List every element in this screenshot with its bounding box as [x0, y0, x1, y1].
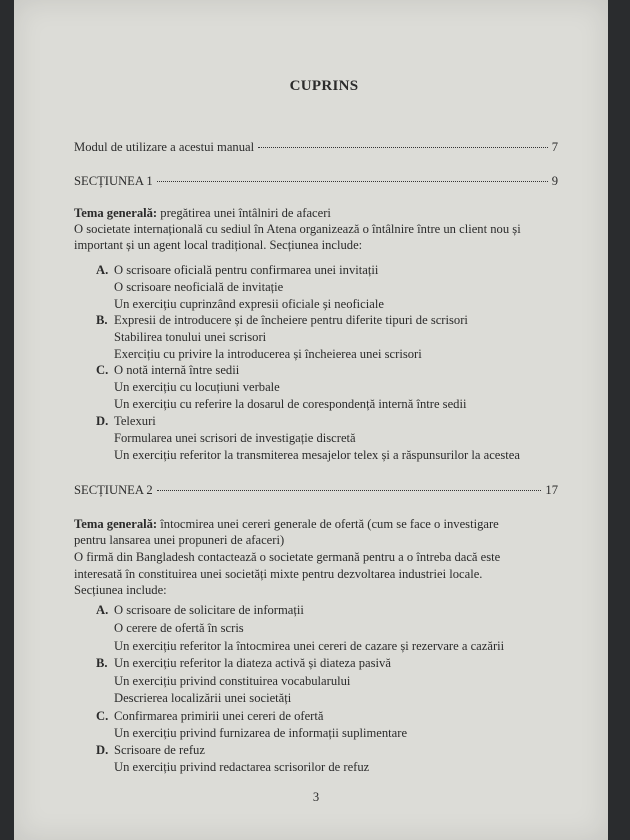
section1-item-a-line: Un exercițiu cuprinzând expresii oficiale și neoficiale: [114, 297, 384, 311]
toc-dots: [157, 490, 542, 491]
toc-dots: [258, 147, 548, 148]
section2-theme: [74, 516, 558, 533]
toc-dots: [157, 181, 548, 182]
toc-page: 9: [551, 174, 558, 188]
toc-label: Modul de utilizare a acestui manual: [74, 140, 255, 154]
section2-item-b-line: Un exercițiu privind constituirea vocabularului: [114, 674, 351, 688]
section1-item-c-line: Un exercițiu cu referire la dosarul de corespondență internă între sedii: [114, 397, 467, 411]
toc-label: SECȚIUNEA 1: [74, 174, 153, 188]
toc-entry-manual: [74, 140, 558, 155]
section2-desc-line3: Secțiunea include:: [74, 583, 167, 597]
toc-entry-section-2: [74, 483, 558, 498]
page-title: CUPRINS: [289, 78, 359, 94]
section2-item-d: D. Scrisoare de refuz: [96, 743, 205, 757]
section2-item-d-line: Un exercițiu privind redactarea scrisorilor de refuz: [114, 760, 370, 774]
toc-page: 17: [545, 483, 558, 497]
toc-page: 7: [551, 140, 558, 154]
theme-label: Tema generală:: [74, 206, 158, 220]
theme-text: întocmirea unei cereri generale de ofertă (cum se face o investigare: [157, 517, 499, 531]
page-number: 3: [312, 790, 320, 804]
section1-item-d-line: Formularea unei scrisori de investigație discretă: [114, 431, 356, 445]
section2-desc-line1: O firmă din Bangladesh contactează o societate germană pentru a o întreba dacă este: [74, 550, 501, 564]
section1-item-c: C. O notă internă între sedii: [96, 363, 240, 377]
section1-item-a: A. O scrisoare oficială pentru confirmarea unei invitații: [96, 263, 379, 277]
section1-item-b-line: Exercițiu cu privire la introducerea și încheierea unei scrisori: [114, 347, 422, 361]
section2-item-a: A. O scrisoare de solicitare de informații: [96, 603, 304, 617]
section1-item-a-line: O scrisoare neoficială de invitație: [114, 280, 284, 294]
section2-item-c: C. Confirmarea primirii unei cereri de ofertă: [96, 709, 324, 723]
section1-desc-line2: important și un agent local tradițional. Secțiunea include:: [74, 238, 363, 252]
section1-item-c-line: Un exercițiu cu locuțiuni verbale: [114, 380, 280, 394]
toc-entry-section-1: [74, 174, 558, 189]
section2-item-b-line: Descrierea localizării unei societăți: [114, 691, 292, 705]
section2-item-a-line: O cerere de ofertă în scris: [114, 621, 244, 635]
toc-label: SECȚIUNEA 2: [74, 483, 153, 497]
section1-desc-line1: O societate internațională cu sediul în Atena organizează o întâlnire între un client nou și: [74, 222, 521, 236]
section1-item-d-line: Un exercițiu referitor la transmiterea mesajelor telex și a răspunsurilor la acestea: [114, 448, 520, 462]
section1-theme: [74, 205, 558, 222]
section2-item-a-line: Un exercițiu referitor la întocmirea unei cereri de cazare și rezervare a cazării: [114, 639, 505, 653]
section1-item-d: D. Telexuri: [96, 414, 156, 428]
section1-item-b: B. Expresii de introducere și de încheiere pentru diferite tipuri de scrisori: [96, 313, 468, 327]
section2-theme-line2: pentru lansarea unei propuneri de afaceri): [74, 533, 285, 547]
section2-item-b: B. Un exercițiu referitor la diateza activă și diateza pasivă: [96, 656, 391, 670]
section2-desc-line2: interesată în constituirea unei societăți mixte pentru dezvoltarea industriei locale.: [74, 567, 483, 581]
section1-item-b-line: Stabilirea tonului unei scrisori: [114, 330, 267, 344]
theme-text: pregătirea unei întâlniri de afaceri: [157, 206, 331, 220]
section2-item-c-line: Un exercițiu privind furnizarea de informații suplimentare: [114, 726, 408, 740]
document-page: [14, 0, 608, 840]
theme-label: Tema generală:: [74, 517, 158, 531]
